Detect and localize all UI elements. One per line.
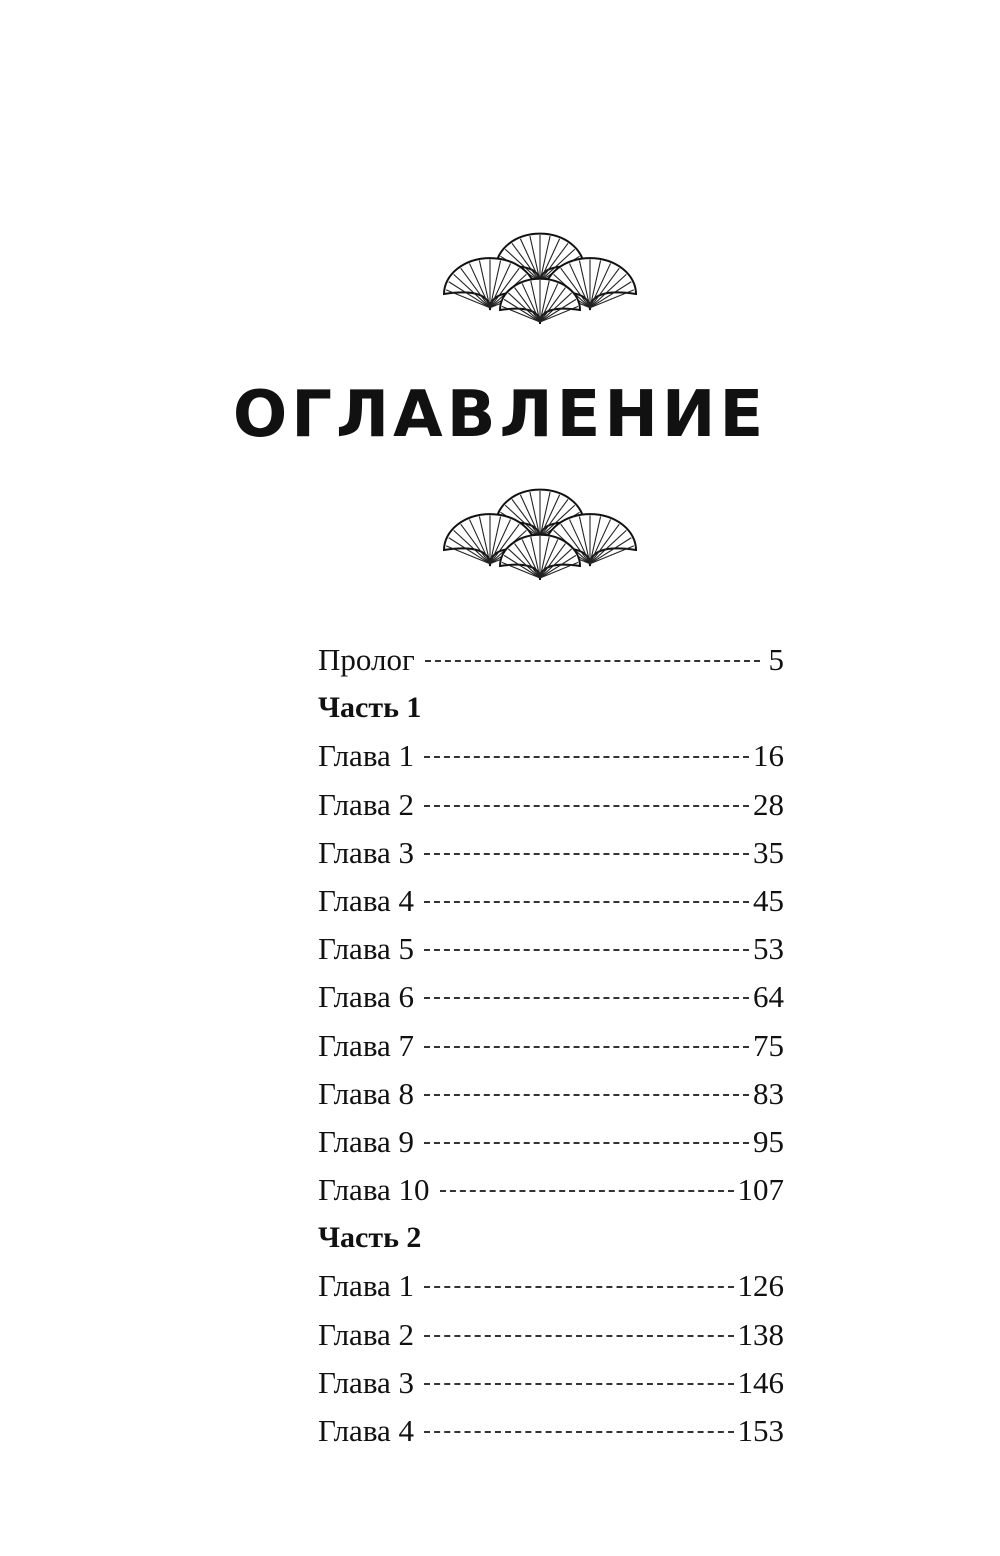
toc-entry — [318, 877, 784, 925]
toc-entry — [318, 732, 784, 780]
toc-entry — [318, 829, 784, 877]
toc-entry-label: Глава 4 — [318, 1413, 415, 1448]
toc-entry — [318, 1311, 784, 1359]
toc-entry-label: Глава 9 — [318, 1123, 415, 1159]
toc-part-label: Часть 1 — [318, 691, 422, 725]
toc-entry-label: Глава 2 — [318, 786, 415, 822]
dot-leader — [424, 853, 749, 855]
toc-entry-page: 53 — [753, 931, 784, 967]
dot-leader — [424, 1431, 733, 1433]
toc-entry-label: Глава 8 — [318, 1075, 415, 1111]
toc-part-heading — [318, 684, 784, 732]
toc-entry-page: 35 — [753, 834, 784, 870]
toc-entry-label: Глава 4 — [318, 882, 415, 918]
toc-entry — [318, 973, 784, 1021]
dot-leader — [424, 1142, 749, 1144]
toc-entry-page: 16 — [753, 738, 784, 774]
toc-entry-label: Глава 1 — [318, 1268, 415, 1304]
dot-leader — [424, 1046, 749, 1048]
dot-leader — [424, 997, 749, 999]
toc-entry-page: 146 — [737, 1364, 784, 1400]
toc-entry-page: 64 — [753, 979, 784, 1015]
dot-leader — [424, 1335, 733, 1337]
toc-entry-page: 75 — [753, 1027, 784, 1063]
toc-entry — [318, 1407, 784, 1455]
toc-entry-page: 126 — [737, 1268, 784, 1304]
toc-entry-page: 28 — [753, 786, 784, 822]
dot-leader — [424, 901, 749, 903]
toc-entry — [318, 781, 784, 829]
dot-leader — [424, 756, 749, 758]
toc-entry-label: Глава 3 — [318, 1364, 415, 1400]
toc-entry-label: Глава 7 — [318, 1027, 415, 1063]
toc-entry-label: Глава 5 — [318, 931, 415, 967]
toc-entry-label: Глава 3 — [318, 834, 415, 870]
dot-leader — [425, 660, 760, 662]
toc-entry-page: 95 — [753, 1123, 784, 1159]
toc-entry — [318, 1118, 784, 1166]
table-of-contents — [318, 636, 784, 1455]
dot-leader — [424, 805, 749, 807]
toc-entry-page: 5 — [768, 642, 784, 677]
toc-entry — [318, 1070, 784, 1118]
toc-entry-page: 138 — [737, 1316, 784, 1352]
toc-entry-label: Пролог — [318, 642, 415, 677]
toc-entry-page: 153 — [737, 1413, 784, 1448]
dot-leader — [440, 1190, 734, 1192]
toc-entry — [318, 1022, 784, 1070]
toc-entry — [318, 925, 784, 973]
toc-entry-label: Глава 1 — [318, 738, 415, 774]
dot-leader — [424, 1383, 733, 1385]
toc-entry — [318, 1166, 784, 1214]
toc-entry — [318, 1262, 784, 1310]
toc-entry-page: 83 — [753, 1075, 784, 1111]
toc-part-label: Часть 2 — [318, 1221, 422, 1255]
toc-entry — [318, 1359, 784, 1407]
page-title: ОГЛАВЛЕНИЕ — [232, 378, 768, 452]
toc-entry-label: Глава 10 — [318, 1172, 430, 1208]
dot-leader — [424, 1094, 749, 1096]
toc-part-heading — [318, 1214, 784, 1262]
toc-entry-label: Глава 2 — [318, 1316, 415, 1352]
fan-ornament-bottom — [440, 478, 640, 588]
dot-leader — [424, 1286, 733, 1288]
toc-entry-page: 45 — [753, 882, 784, 918]
toc-entry-label: Глава 6 — [318, 979, 415, 1015]
toc-entry-page: 107 — [737, 1172, 784, 1208]
toc-entry — [318, 636, 784, 684]
dot-leader — [424, 949, 749, 951]
fan-ornament-top — [440, 222, 640, 332]
